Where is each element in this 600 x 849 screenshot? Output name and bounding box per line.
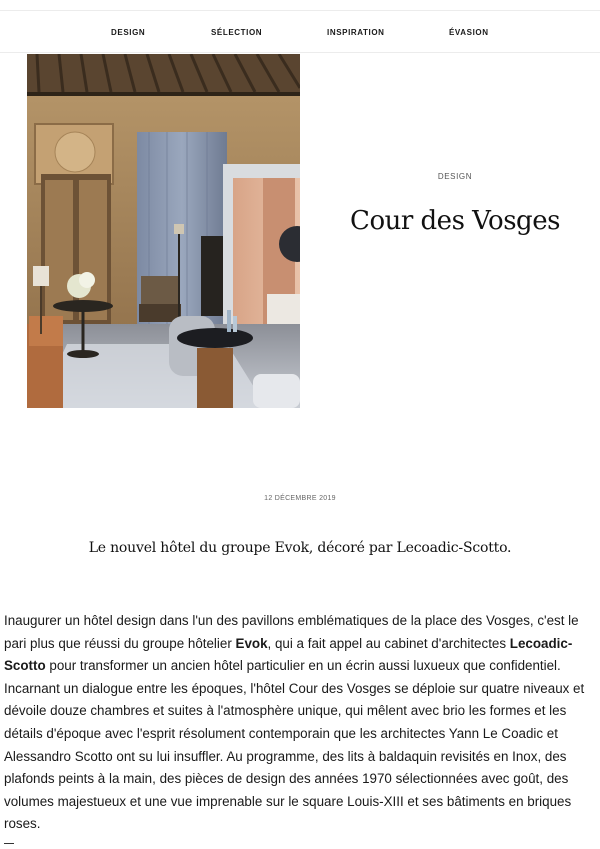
body-bold-evok: Evok [235,635,268,651]
divider-dash [4,843,14,844]
article-body [4,610,592,836]
article-category[interactable]: DESIGN [437,172,473,181]
hero-image [27,54,300,408]
article-title: Cour des Vosges [350,206,560,236]
body-bold-lecoadic-scotto: Lecoadic-Scotto [4,635,573,674]
body-text-3: pour transformer un ancien hôtel particulier en un écrin aussi luxueux que confidentiel. Incarnant un dialogue entre les époques, l'hôtel Cour des Vosges se déploie sur quatre niveaux et dévoile douze chambres et suites à l'atmosphère unique, qui mêlent avec brio les formes et les détails d'époque avec l'esprit résolument contemporain que les architectes Yann Le Coadic et Alessandro Scotto ont su lui insuffler. Au programme, des lits à baldaquin revisités en Inox, des plafonds peints à la main, des pièces de design des années 1970 sélectionnées avec goût, des volumes majestueux et une vue imprenable sur le square Louis-XIII et ses bâtiments en briques roses. [4,658,585,832]
article-subtitle: Le nouvel hôtel du groupe Evok, décoré par Lecoadic-Scotto. [88,540,512,556]
article-date: 12 DÉCEMBRE 2019 [264,495,336,502]
nav-item-selection[interactable]: SÉLECTION [211,28,263,37]
hotel-room-illustration [27,54,300,408]
main-nav [0,10,600,53]
nav-item-design[interactable]: DESIGN [111,28,146,37]
nav-item-inspiration[interactable]: INSPIRATION [327,28,385,37]
body-text-1: Inaugurer un hôtel design dans l'un des pavillons emblématiques de la place des Vosges, c'est le pari plus que réussi du groupe hôtelier [4,613,579,651]
nav-item-evasion[interactable]: ÉVASION [449,28,489,37]
body-text-2: , qui a fait appel au cabinet d'architectes [267,635,510,651]
